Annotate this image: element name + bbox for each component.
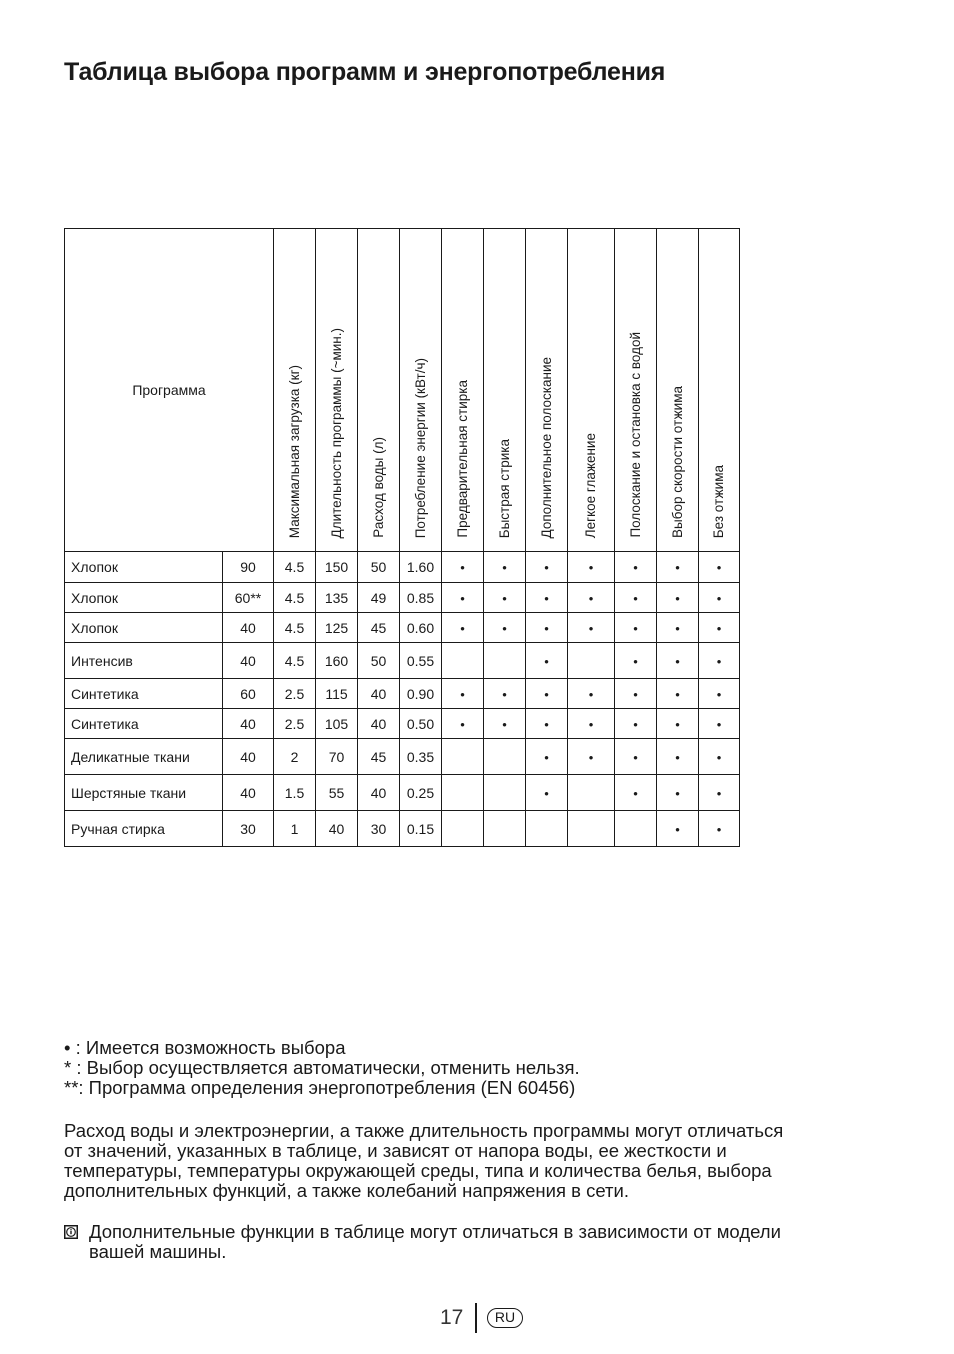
- option-available-bullet: •: [675, 785, 680, 801]
- option-cell: [526, 739, 568, 775]
- table-row: [65, 739, 740, 775]
- option-available-bullet: •: [633, 620, 638, 636]
- option-available-bullet: •: [460, 590, 465, 606]
- water-cell: 49: [358, 583, 400, 613]
- info-note: Дополнительные функции в таблице могут отличаться в зависимости от модели вашей машины.: [64, 1222, 884, 1262]
- option-available-bullet: •: [544, 785, 549, 801]
- option-cell: [615, 679, 657, 709]
- option-available-bullet: •: [544, 749, 549, 765]
- program-name-cell: Хлопок: [65, 613, 223, 643]
- option-available-bullet: •: [460, 620, 465, 636]
- option-cell: [615, 613, 657, 643]
- col-header-no-spin: Без отжима: [699, 229, 740, 552]
- load-cell: 1.5: [274, 775, 316, 811]
- option-available-bullet: •: [675, 590, 680, 606]
- option-available-bullet: •: [633, 653, 638, 669]
- duration-cell: 115: [316, 679, 358, 709]
- energy-cell: 0.60: [400, 613, 442, 643]
- option-cell: [568, 709, 615, 739]
- col-header-duration: Длительность программы (~мин.): [316, 229, 358, 552]
- option-cell: [699, 613, 740, 643]
- option-available-bullet: •: [588, 716, 594, 732]
- option-available-bullet: •: [633, 560, 638, 575]
- option-cell: [526, 583, 568, 613]
- option-cell: [442, 643, 484, 679]
- program-name-cell: Хлопок: [65, 552, 223, 583]
- option-cell: [526, 552, 568, 583]
- col-header-rinse-hold: Полоскание и остановка с водой: [615, 229, 657, 552]
- footer-divider: [475, 1303, 477, 1333]
- option-available-bullet: •: [544, 686, 549, 702]
- col-header-energy: Потребление энергии (кВт/ч): [400, 229, 442, 552]
- option-cell: [484, 811, 526, 847]
- option-available-bullet: •: [716, 686, 722, 702]
- legend: [64, 1038, 580, 1098]
- option-cell: [699, 811, 740, 847]
- duration-cell: 160: [316, 643, 358, 679]
- water-cell: 50: [358, 643, 400, 679]
- option-cell: [615, 583, 657, 613]
- option-available-bullet: •: [716, 653, 722, 669]
- option-cell: [657, 679, 699, 709]
- option-available-bullet: •: [544, 653, 549, 669]
- option-available-bullet: •: [502, 590, 507, 606]
- option-cell: [526, 643, 568, 679]
- option-cell: [442, 775, 484, 811]
- option-cell: [568, 739, 615, 775]
- option-available-bullet: •: [633, 749, 638, 765]
- option-available-bullet: •: [588, 560, 594, 575]
- option-available-bullet: •: [544, 716, 549, 732]
- program-name-cell: Деликатные ткани: [65, 739, 223, 775]
- option-available-bullet: •: [502, 560, 507, 575]
- option-cell: [615, 811, 657, 847]
- option-available-bullet: •: [675, 749, 680, 765]
- temperature-cell: 40: [223, 709, 274, 739]
- option-cell: [484, 775, 526, 811]
- option-available-bullet: •: [675, 620, 680, 636]
- consumption-paragraph: Расход воды и электроэнергии, а также длительность программы могут отличаться от значений, указанных в таблице, и зависят от напора воды, ее жесткости и температуры, температуры окружающей среды, типа и количества белья, выбора дополнительных функций, а также колебаний напряжения в сети.: [64, 1120, 784, 1201]
- option-cell: [657, 739, 699, 775]
- option-cell: [699, 552, 740, 583]
- option-available-bullet: •: [588, 686, 594, 702]
- option-cell: [568, 811, 615, 847]
- page-title: Таблица выбора программ и энергопотребления: [64, 58, 666, 86]
- option-cell: [526, 613, 568, 643]
- water-cell: 40: [358, 679, 400, 709]
- option-cell: [526, 709, 568, 739]
- water-cell: 45: [358, 613, 400, 643]
- program-name-cell: Синтетика: [65, 679, 223, 709]
- duration-cell: 105: [316, 709, 358, 739]
- table-row: [65, 583, 740, 613]
- option-available-bullet: •: [502, 686, 507, 702]
- option-cell: [615, 775, 657, 811]
- option-available-bullet: •: [588, 620, 594, 636]
- energy-cell: 0.15: [400, 811, 442, 847]
- option-available-bullet: •: [633, 716, 638, 732]
- option-available-bullet: •: [588, 590, 594, 606]
- col-header-easy-iron: Легкое глажение: [568, 229, 615, 552]
- duration-cell: 150: [316, 552, 358, 583]
- temperature-cell: 40: [223, 613, 274, 643]
- option-cell: [615, 709, 657, 739]
- info-icon: [64, 1225, 78, 1239]
- option-cell: [615, 552, 657, 583]
- option-cell: [657, 811, 699, 847]
- option-available-bullet: •: [716, 620, 722, 636]
- table-row: [65, 643, 740, 679]
- table-row: [65, 709, 740, 739]
- program-name-cell: Интенсив: [65, 643, 223, 679]
- load-cell: 2.5: [274, 679, 316, 709]
- option-cell: [484, 613, 526, 643]
- option-available-bullet: •: [716, 749, 722, 765]
- energy-cell: 0.85: [400, 583, 442, 613]
- load-cell: 4.5: [274, 613, 316, 643]
- col-header-quick-wash: Быстрая стрика: [484, 229, 526, 552]
- temperature-cell: 60**: [223, 583, 274, 613]
- energy-cell: 0.90: [400, 679, 442, 709]
- option-cell: [615, 643, 657, 679]
- energy-cell: 0.25: [400, 775, 442, 811]
- energy-cell: 0.55: [400, 643, 442, 679]
- load-cell: 2.5: [274, 709, 316, 739]
- option-available-bullet: •: [460, 716, 465, 732]
- load-cell: 2: [274, 739, 316, 775]
- legend-bullet: • : Имеется возможность выбора: [64, 1037, 346, 1058]
- temperature-cell: 60: [223, 679, 274, 709]
- energy-cell: 0.50: [400, 709, 442, 739]
- option-cell: [484, 739, 526, 775]
- temperature-cell: 40: [223, 739, 274, 775]
- duration-cell: 55: [316, 775, 358, 811]
- option-available-bullet: •: [675, 716, 680, 732]
- option-cell: [699, 583, 740, 613]
- duration-cell: 135: [316, 583, 358, 613]
- option-cell: [699, 643, 740, 679]
- option-cell: [657, 709, 699, 739]
- option-available-bullet: •: [502, 620, 507, 636]
- option-cell: [484, 679, 526, 709]
- program-table: [64, 228, 740, 847]
- option-cell: [484, 709, 526, 739]
- temperature-cell: 90: [223, 552, 274, 583]
- water-cell: 50: [358, 552, 400, 583]
- water-cell: 40: [358, 775, 400, 811]
- option-available-bullet: •: [633, 590, 638, 606]
- option-cell: [526, 775, 568, 811]
- table-row: [65, 613, 740, 643]
- energy-cell: 1.60: [400, 552, 442, 583]
- page-number: 17: [440, 1306, 464, 1329]
- option-cell: [568, 552, 615, 583]
- load-cell: 4.5: [274, 643, 316, 679]
- water-cell: 40: [358, 709, 400, 739]
- option-cell: [657, 775, 699, 811]
- option-available-bullet: •: [460, 686, 465, 702]
- legend-double-asterisk: **: Программа определения энергопотребления (EN 60456): [64, 1077, 576, 1098]
- option-available-bullet: •: [633, 686, 638, 702]
- option-cell: [526, 811, 568, 847]
- duration-cell: 70: [316, 739, 358, 775]
- duration-cell: 40: [316, 811, 358, 847]
- option-cell: [657, 613, 699, 643]
- option-cell: [442, 811, 484, 847]
- temperature-cell: 30: [223, 811, 274, 847]
- option-cell: [657, 643, 699, 679]
- option-available-bullet: •: [544, 560, 549, 575]
- option-cell: [442, 552, 484, 583]
- col-header-extra-rinse: Дополнительное полоскание: [526, 229, 568, 552]
- option-available-bullet: •: [460, 560, 465, 575]
- option-available-bullet: •: [633, 785, 638, 801]
- program-header: Программа: [65, 229, 274, 552]
- option-available-bullet: •: [544, 620, 549, 636]
- table-header-row: [65, 229, 740, 552]
- option-cell: [699, 775, 740, 811]
- option-cell: [615, 739, 657, 775]
- option-available-bullet: •: [502, 716, 507, 732]
- program-name-cell: Хлопок: [65, 583, 223, 613]
- option-cell: [568, 613, 615, 643]
- program-name-cell: Синтетика: [65, 709, 223, 739]
- option-cell: [568, 775, 615, 811]
- option-cell: [442, 583, 484, 613]
- table-row: [65, 552, 740, 583]
- water-cell: 30: [358, 811, 400, 847]
- option-cell: [699, 679, 740, 709]
- option-cell: [657, 552, 699, 583]
- water-cell: 45: [358, 739, 400, 775]
- option-available-bullet: •: [716, 785, 722, 801]
- option-available-bullet: •: [716, 590, 722, 606]
- option-available-bullet: •: [675, 686, 680, 702]
- option-available-bullet: •: [675, 821, 680, 837]
- option-cell: [699, 709, 740, 739]
- language-badge: RU: [487, 1308, 523, 1328]
- col-header-prewash: Предварительная стирка: [442, 229, 484, 552]
- option-cell: [526, 679, 568, 709]
- option-available-bullet: •: [716, 821, 722, 837]
- load-cell: 1: [274, 811, 316, 847]
- option-cell: [568, 643, 615, 679]
- temperature-cell: 40: [223, 643, 274, 679]
- table-row: [65, 775, 740, 811]
- option-cell: [442, 679, 484, 709]
- col-header-water: Расход воды (л): [358, 229, 400, 552]
- energy-cell: 0.35: [400, 739, 442, 775]
- temperature-cell: 40: [223, 775, 274, 811]
- option-cell: [657, 583, 699, 613]
- program-name-cell: Ручная стирка: [65, 811, 223, 847]
- option-available-bullet: •: [544, 590, 549, 606]
- col-header-spin-speed: Выбор скорости отжима: [657, 229, 699, 552]
- duration-cell: 125: [316, 613, 358, 643]
- option-cell: [484, 583, 526, 613]
- option-available-bullet: •: [716, 560, 722, 575]
- option-cell: [442, 613, 484, 643]
- option-available-bullet: •: [675, 560, 680, 575]
- col-header-max-load: Максимальная загрузка (кг): [274, 229, 316, 552]
- table-row: [65, 811, 740, 847]
- option-cell: [442, 739, 484, 775]
- option-cell: [484, 552, 526, 583]
- load-cell: 4.5: [274, 552, 316, 583]
- program-name-cell: Шерстяные ткани: [65, 775, 223, 811]
- load-cell: 4.5: [274, 583, 316, 613]
- option-cell: [568, 583, 615, 613]
- option-cell: [442, 709, 484, 739]
- option-cell: [699, 739, 740, 775]
- option-cell: [568, 679, 615, 709]
- legend-asterisk: * : Выбор осуществляется автоматически, отменить нельзя.: [64, 1057, 580, 1078]
- option-available-bullet: •: [675, 653, 680, 669]
- option-available-bullet: •: [588, 749, 594, 765]
- option-available-bullet: •: [716, 716, 722, 732]
- table-row: [65, 679, 740, 709]
- option-cell: [484, 643, 526, 679]
